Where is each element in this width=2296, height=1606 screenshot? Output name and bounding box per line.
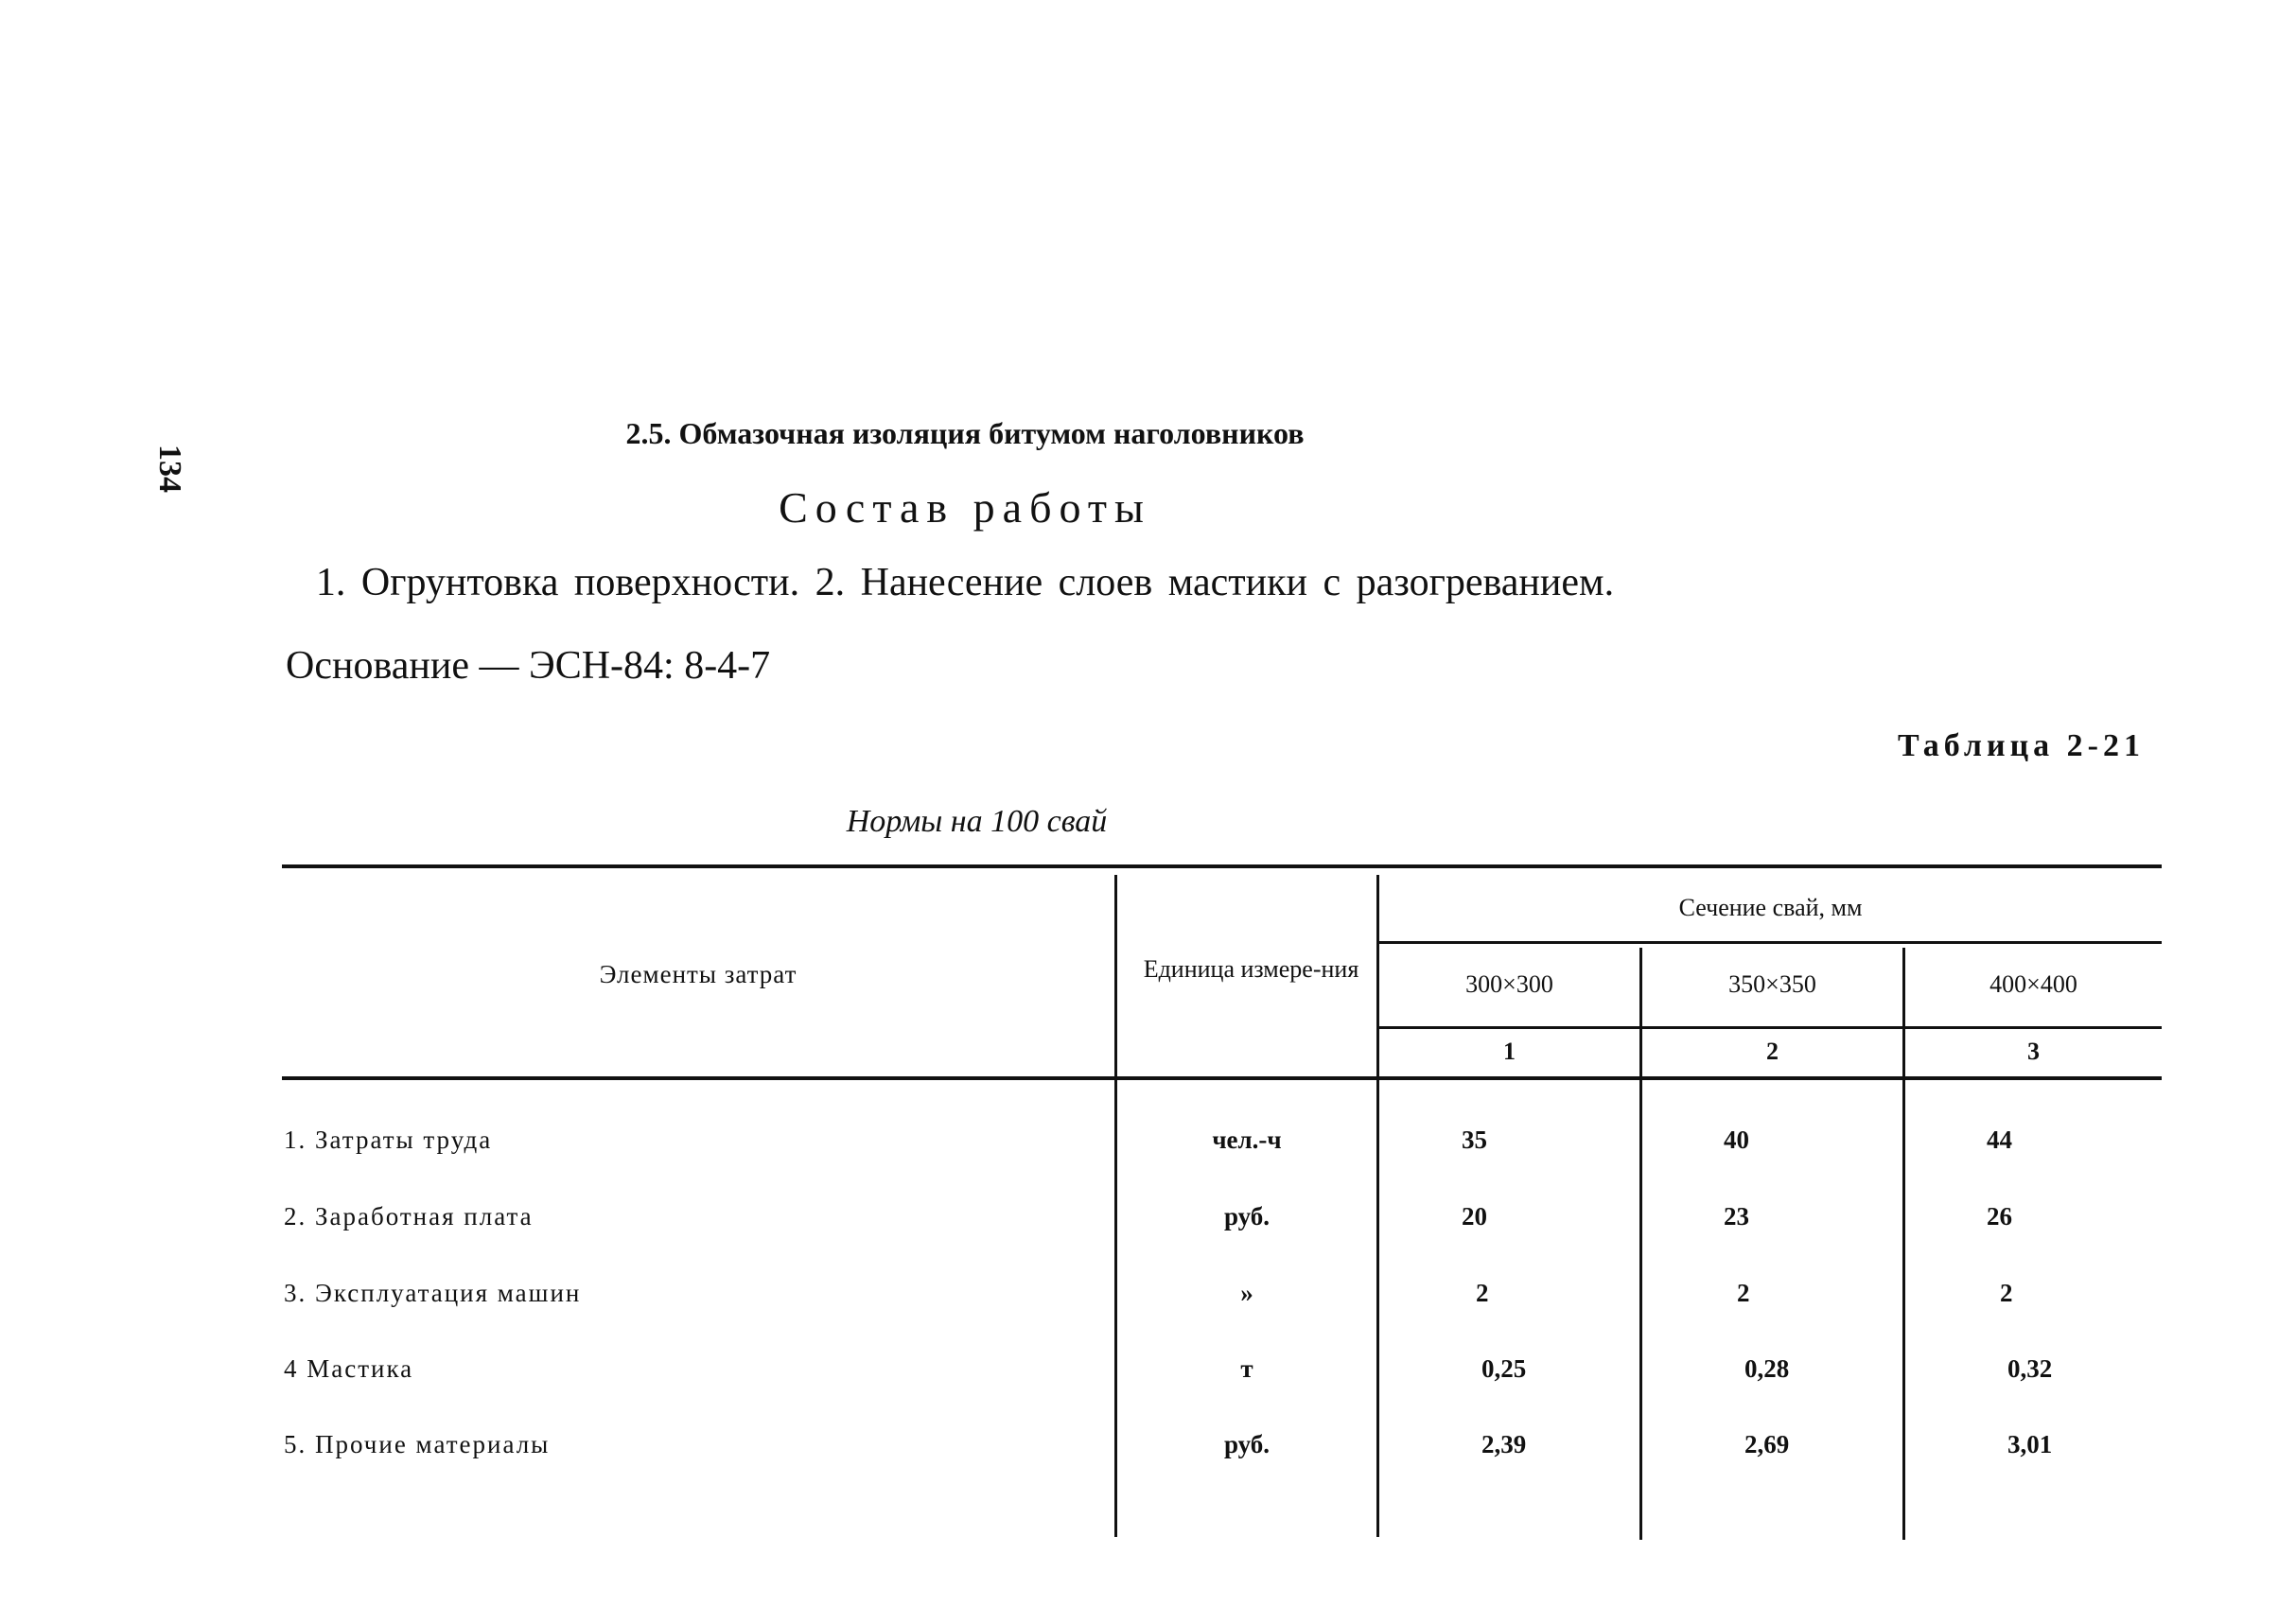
row-value-mastic-2: 0,28 <box>1744 1354 1790 1383</box>
header-col-number-1: 1 <box>1503 1038 1516 1065</box>
row-value-other-materials-3: 3,01 <box>2007 1430 2053 1458</box>
row-value-labor-2: 40 <box>1724 1126 1749 1154</box>
header-col-number-3: 3 <box>2027 1038 2040 1065</box>
row-value-other-materials-1: 2,39 <box>1481 1430 1527 1458</box>
header-section-group: Сечение свай, мм <box>1678 894 1863 921</box>
row-label-other-materials: 5. Прочие материалы <box>284 1430 551 1458</box>
row-label-labor: 1. Затраты труда <box>284 1126 493 1154</box>
row-value-labor-1: 35 <box>1462 1126 1487 1154</box>
row-value-mastic-1: 0,25 <box>1481 1354 1527 1383</box>
work-composition-heading: Состав работы <box>779 483 1151 532</box>
row-value-other-materials-2: 2,69 <box>1744 1430 1790 1458</box>
page-number: 134 <box>152 445 187 493</box>
unit-column-left-rule <box>1114 875 1117 1537</box>
header-col-2: 350×350 <box>1728 970 1816 998</box>
norms-caption: Нормы на 100 свай <box>846 804 1108 839</box>
row-value-wages-3: 26 <box>1987 1202 2012 1231</box>
header-unit: Единица измере-ния <box>1143 955 1359 983</box>
row-unit-other-materials: руб. <box>1223 1430 1271 1458</box>
table-top-rule <box>282 864 2162 868</box>
header-col-1: 300×300 <box>1465 970 1553 998</box>
table-label: Таблица 2-21 <box>1897 728 2145 763</box>
row-unit-mastic: т <box>1240 1354 1253 1383</box>
row-value-machines-1: 2 <box>1476 1279 1489 1307</box>
row-label-mastic: 4 Мастика <box>284 1354 414 1383</box>
row-value-mastic-3: 0,32 <box>2007 1354 2053 1383</box>
row-value-labor-3: 44 <box>1987 1126 2012 1154</box>
row-unit-labor: чел.-ч <box>1212 1126 1282 1154</box>
row-value-wages-1: 20 <box>1462 1202 1487 1231</box>
header-bottom-rule <box>282 1076 2162 1080</box>
row-label-machines: 3. Эксплуатация машин <box>284 1279 582 1307</box>
row-unit-wages: руб. <box>1223 1202 1271 1231</box>
row-value-wages-2: 23 <box>1724 1202 1749 1231</box>
header-elements: Элементы затрат <box>599 959 797 988</box>
work-items: 1. Огрунтовка поверхности. 2. Нанесение слоев мастики с разогреванием. <box>315 561 1615 604</box>
row-value-machines-2: 2 <box>1737 1279 1750 1307</box>
header-col-3: 400×400 <box>1989 970 2077 998</box>
row-label-wages: 2. Заработная плата <box>284 1202 534 1231</box>
row-value-machines-3: 2 <box>2000 1279 2013 1307</box>
basis-reference: Основание — ЭСН-84: 8-4-7 <box>286 644 771 688</box>
section-group-rule <box>1379 941 2162 944</box>
section-title: 2.5. Обмазочная изоляция битумом наголовников <box>625 416 1305 450</box>
header-col-number-2: 2 <box>1766 1038 1779 1065</box>
row-unit-machines: » <box>1240 1279 1253 1307</box>
column-number-rule <box>1379 1026 2162 1029</box>
